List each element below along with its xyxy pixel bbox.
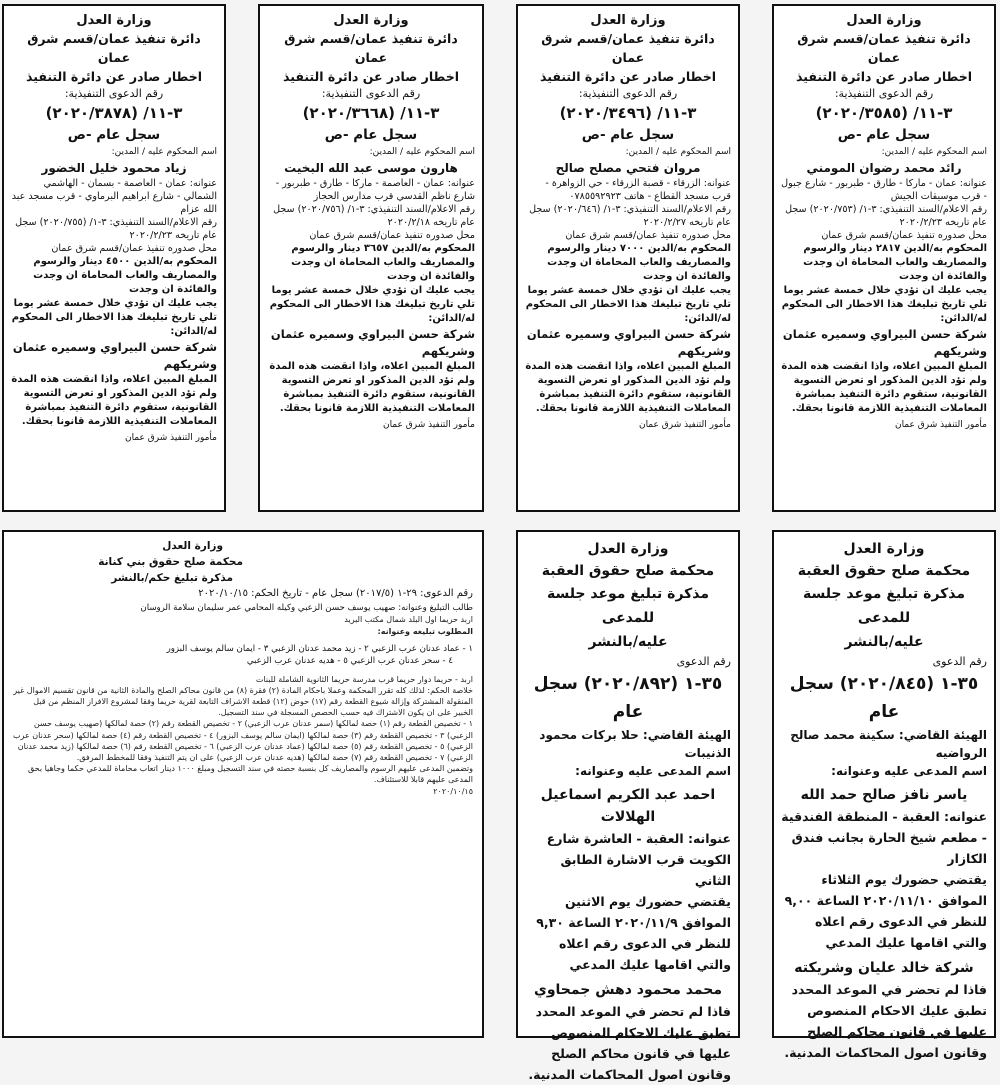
reference-line: رقم الاعلام/السند التنفيذي: ٣-١/ (٢٠٢٠/٧٥٦) سجل عام تاريخه ٢٠٢٠/٢/١٨ [273, 204, 475, 228]
case-line: رقم الدعوى: ٢٩-١ (٢٠١٧/٥) سجل عام - تاريخ الحكم: ٢٠٢٠/١٠/١٥ [198, 588, 473, 599]
parties-line-2: ٤ - سحر عدنان عرب الزعبي ٥ - هديه عدنان عرب الزعبي [246, 656, 453, 667]
registry-label: سجل عام -ص [581, 127, 675, 143]
case-number: ٣-١١/ (٢٠٢٠/٣٥٨٥) [815, 104, 953, 122]
defendant-name: احمد عبد الكريم اسماعيل الهلالات [540, 787, 716, 825]
judge-line: الهيئة القاضي: حلا بركات محمود الذنيبات [539, 728, 731, 760]
memo-title: مذكرة تبليغ حكم/بالنشر [111, 572, 233, 584]
memo-title: مذكرة تبليغ موعد جلسة للمدعى [546, 586, 710, 626]
ministry-heading: وزارة العدل [76, 13, 152, 28]
defendant-label: اسم المدعى عليه وعنوانه: [575, 764, 731, 778]
signature: مأمور التنفيذ شرق عمان [894, 420, 987, 430]
debtor-name: هارون موسى عبد الله البخيت [284, 161, 458, 175]
creditor-name: شركة حسن البيراوي وسميره عثمان وشريكهم [782, 327, 987, 358]
allocation-details: ١ - تخصيص القطعة رقم (١) حصة لمالكها (سمر عدنان عرب الزعبي) ٢ - تخصيص القطعة رقم (٢) حصة لمالكها (صهيب يوسف حسن الزعبي) ٣ - تخصيص القطعة رقم (٣) حصة لمالكها (ايمان سالم يوسف البزور) ٤ - تخصيص القطعة رقم (٤) حصة لمالكها (سحر عدنان عرب الزعبي) ٥ - تخصيص القطعة رقم (٥) حصة لمالكها (عماد عدنان عرب الزعبي) ٦ - تخصيص القطعة رقم (٦) حصة لمالكها (زيد محمد عدنان الزعبي) ٧ - تخصيص القطعة رقم (٧) حصة لمالكها (هديه عدنان عرب الزعبي) على ان يتم التنفيذ وفقا للمخطط المرفق. [13, 719, 473, 763]
case-number: ٣٥-١ (٢٠٢٠/٨٤٥) سجل عام [789, 674, 979, 722]
fees-text: وتضمين المدعى عليهم الرسوم والمصاريف كل بنسبة حصته في سند التسجيل ومبلغ ١٠٠٠ دينار اتعاب محاماة للمدعي حكما وجاهيا بحق المدعى عليهم قابلا للاستئناف. [28, 764, 473, 785]
case-label: رقم الدعوى التنفيذية: [321, 87, 421, 100]
judge-line: الهيئة القاضي: سكينة محمد صالح الرواضيه [790, 728, 987, 760]
defendant-address: عنوانه: العقبة - العاشرة شارع الكويت قرب الاشارة الطابق الثاني [546, 831, 731, 888]
department-heading: دائرة تنفيذ عمان/قسم شرق عمان [27, 31, 201, 65]
debtor-name: مروان فتحي مصلح صالح [555, 161, 701, 175]
case-number: ٣-١١/ (٢٠٢٠/٣٨٧٨) [45, 104, 183, 122]
hearing-notice-2 [516, 530, 740, 1082]
deadline-line: يجب عليك ان تؤدي خلال خمسة عشر يوما تلي تاريخ تبليغك هذا الاخطار الى المحكوم له/الدائن: [269, 285, 475, 324]
notice-title: اخطار صادر عن دائرة التنفيذ [796, 69, 972, 84]
execution-notice-1 [772, 4, 996, 512]
party-label: المطلوب تبليغه وعنوانه: [377, 626, 473, 636]
signature: مأمور التنفيذ شرق عمان [638, 420, 731, 430]
warning-text: المبلغ المبين اعلاه، واذا انقضت هذه المدة ولم تؤد الدين المذكور او تعرض التسوية القانونية، ستقوم دائرة التنفيذ بمباشرة المعاملات التنفيذية اللازمة قانونا بحقك. [525, 361, 731, 414]
creditor-name: شركة حسن البيراوي وسميره عثمان وشريكهم [270, 327, 475, 358]
debtor-label: اسم المحكوم عليه / المدين: [369, 147, 475, 157]
defendant-name: ياسر نافز صالح حمد الله [800, 787, 968, 803]
notice-title: اخطار صادر عن دائرة التنفيذ [540, 69, 716, 84]
registry-label: سجل عام -ص [837, 127, 931, 143]
location-line: اربد - حريما دوار حريما قرب مدرسة حريما الثانوية الشاملة للبنات [255, 674, 473, 684]
reference-line: رقم الاعلام/السند التنفيذي: ٣-١/ (٢٠٢٠/٧٥٣) سجل عام تاريخه ٢٠٢٠/٢/٢٣ [785, 204, 987, 228]
department-heading: دائرة تنفيذ عمان/قسم شرق عمان [797, 31, 971, 65]
department-heading: دائرة تنفيذ عمان/قسم شرق عمان [541, 31, 715, 65]
memo-title-2: عليه/بالنشر [844, 634, 924, 650]
case-label: رقم الدعوى التنفيذية: [834, 87, 934, 100]
ministry-heading: وزارة العدل [846, 13, 922, 28]
notice-title: اخطار صادر عن دائرة التنفيذ [283, 69, 459, 84]
debtor-address: عنوانه: عمان - العاصمة - بسمان - الهاشمي الشمالي - شارع ابراهيم البرماوي - قرب مسجد عبد الله عزام [11, 178, 217, 215]
deadline-line: يجب عليك ان تؤدي خلال خمسة عشر يوما تلي تاريخ تبليغك هذا الاخطار الى المحكوم له/الدائن: [781, 285, 987, 324]
memo-title: مذكرة تبليغ موعد جلسة للمدعى [802, 586, 966, 626]
defendant-address: عنوانه: العقبة - المنطقة الفندقية - مطعم شيخ الحارة بجانب فندق الكازار [781, 809, 987, 866]
amount-line: المحكوم به/الدين ٢٨١٧ دينار والرسوم والمصاريف والعاب المحاماة ان وجدت والفائدة ان وجدت [803, 243, 987, 282]
ministry-heading: وزارة العدل [843, 541, 925, 557]
closing-text: فاذا لم تحضر في الموعد المحدد تطبق عليك الاحكام المنصوص عليها في قانون محاكم الصلح وقانون اصول المحاكمات المدنية. [784, 982, 987, 1060]
execution-notice-4 [2, 4, 226, 512]
ministry-heading: وزارة العدل [162, 540, 223, 552]
hearing-notice-1 [772, 530, 996, 1060]
debtor-label: اسم المحكوم عليه / المدين: [625, 147, 731, 157]
judgment-summary: خلاصة الحكم: لذلك كله تقرر المحكمة وعملا باحكام المادة (٢) فقرة (٨) من قانون محاكم الصلح والمادة الثانية من قانون تقسيم الاموال غير المنقولة المشتركة وإزالة شيوع القطعة رقم (١٧) حوض (١٢) قطعة الاشراف التابعة لقرية حريما وفقا لمشروع الافراز المنظم من قبل الخبير على ان يكون الاشتراك فيه حسب الحصص المسجلة في سند التسجيل. [13, 685, 473, 718]
amount-line: المحكوم به/الدين ٤٥٠٠ دينار والرسوم والمصاريف والعاب المحاماة ان وجدت والفائدة ان وجدت [33, 256, 217, 295]
warning-text: المبلغ المبين اعلاه، واذا انقضت هذه المدة ولم تؤد الدين المذكور او تعرض التسوية القانونية، ستقوم دائرة التنفيذ بمباشرة المعاملات التنفيذية اللازمة قانونا بحقك. [781, 361, 987, 414]
debtor-label: اسم المحكوم عليه / المدين: [111, 147, 217, 157]
debtor-label: اسم المحكوم عليه / المدين: [881, 147, 987, 157]
closing-text: فاذا لم تحضر في الموعد المحدد تطبق عليك الاحكام المنصوص عليها في قانون محاكم الصلح وقانون اصول المحاكمات المدنية. [528, 1004, 731, 1082]
issuer-line: محل صدوره تنفيذ عمان/قسم شرق عمان [51, 243, 217, 254]
case-label: رقم الدعوى [676, 655, 731, 668]
execution-notice-3 [258, 4, 484, 512]
defendant-label: اسم المدعى عليه وعنوانه: [831, 764, 987, 778]
warning-text: المبلغ المبين اعلاه، واذا انقضت هذه المدة ولم تؤد الدين المذكور او تعرض التسوية القانونية، ستقوم دائرة التنفيذ بمباشرة المعاملات التنفيذية اللازمة قانونا بحقك. [269, 361, 475, 414]
case-number: ٣-١١/ (٢٠٢٠/٣٤٩٦) [559, 104, 697, 122]
parties-line-1: ١ - عماد عدنان عرب الزعبي ٢ - زيد محمد عدنان الزعبي ٣ - ايمان سالم يوسف البزور [166, 643, 473, 654]
amount-line: المحكوم به/الدين ٧٠٠٠ دينار والرسوم والمصاريف والعاب المحاماة ان وجدت والفائدة ان وجدت [547, 243, 731, 282]
signature: مأمور التنفيذ شرق عمان [382, 420, 475, 430]
reference-line: رقم الاعلام/السند التنفيذي: ٣-١/ (٢٠٢٠/٧٥٥) سجل عام تاريخه ٢٠٢٠/٢/٢٣ [15, 217, 217, 241]
hearing-text: يقتضي حضورك يوم الثلاثاء الموافق ٢٠٢٠/١١/١٠ الساعة ٩,٠٠ للنظر في الدعوى رقم اعلاه والتي اقامها عليك المدعي [784, 872, 987, 950]
requester-address: اربد حريما اول البلد شمال مكتب البريد [344, 615, 473, 625]
case-label: رقم الدعوى التنفيذية: [64, 87, 164, 100]
issuer-line: محل صدوره تنفيذ عمان/قسم شرق عمان [821, 230, 987, 241]
creditor-name: شركة حسن البيراوي وسميره عثمان وشريكهم [12, 340, 217, 371]
case-label: رقم الدعوى [932, 655, 987, 668]
plaintiff-name: شركة خالد عليان وشريكته [794, 960, 974, 976]
debtor-address: عنوانه: عمان - ماركا - طارق - طبربور - شارع جبول - قرب موسيقات الجيش [781, 178, 987, 202]
ministry-heading: وزارة العدل [590, 13, 666, 28]
reference-line: رقم الاعلام/السند التنفيذي: ٣-١/ (٢٠٢٠/٦٤٦) سجل عام تاريخه ٢٠٢٠/٢/٢٧ [529, 204, 731, 228]
creditor-name: شركة حسن البيراوي وسميره عثمان وشريكهم [526, 327, 731, 358]
plaintiff-name: محمد محمود دهش جمحاوي [534, 982, 722, 998]
issuer-line: محل صدوره تنفيذ عمان/قسم شرق عمان [565, 230, 731, 241]
deadline-line: يجب عليك ان تؤدي خلال خمسة عشر يوما تلي تاريخ تبليغك هذا الاخطار الى المحكوم له/الدائن: [525, 285, 731, 324]
partition-judgment-notice [2, 530, 484, 1038]
case-number: ٣-١١/ (٢٠٢٠/٣٦٦٨) [302, 104, 440, 122]
court-heading: محكمة صلح حقوق العقبة [797, 563, 971, 579]
debtor-address: عنوانه: الزرقاء - قصبة الزرقاء - حي الزواهرة - قرب مسجد القطاع - هاتف ٠٧٨٥٥٩٢٩٢٣ [545, 178, 731, 202]
memo-title-2: عليه/بالنشر [588, 634, 668, 650]
department-heading: دائرة تنفيذ عمان/قسم شرق عمان [284, 31, 458, 65]
amount-line: المحكوم به/الدين ٣٦٥٧ دينار والرسوم والمصاريف والعاب المحاماة ان وجدت والفائدة ان وجدت [291, 243, 475, 282]
hearing-text: يقتضي حضورك يوم الاثنين الموافق ٢٠٢٠/١١/٩ الساعة ٩,٣٠ للنظر في الدعوى رقم اعلاه والتي اقامها عليك المدعي [536, 894, 731, 972]
debtor-name: زياد محمود خليل الخضور [41, 161, 187, 175]
case-number: ٣٥-١ (٢٠٢٠/٨٩٢) سجل عام [533, 674, 723, 722]
debtor-name: رائد محمد رضوان المومني [806, 161, 962, 175]
deadline-line: يجب عليك ان تؤدي خلال خمسة عشر يوما تلي تاريخ تبليغك هذا الاخطار الى المحكوم له/الدائن: [11, 298, 217, 337]
ministry-heading: وزارة العدل [587, 541, 669, 557]
registry-label: سجل عام -ص [67, 127, 161, 143]
issuer-line: محل صدوره تنفيذ عمان/قسم شرق عمان [309, 230, 475, 241]
requester-line: طالب التبليغ وعنوانه: صهيب يوسف حسن الزعبي وكيله المحامي عمر سليمان سلامة الروسان [140, 603, 473, 613]
execution-notice-2 [516, 4, 740, 512]
signature: مأمور التنفيذ شرق عمان [124, 433, 217, 443]
notice-title: اخطار صادر عن دائرة التنفيذ [26, 69, 202, 84]
ministry-heading: وزارة العدل [333, 13, 409, 28]
debtor-address: عنوانه: عمان - العاصمة - ماركا - طارق - طبربور - شارع ناظم القدسي قرب مدارس الحجاز [275, 178, 475, 202]
judgment-date: ٢٠٢٠/١٠/١٥ [433, 786, 473, 796]
registry-label: سجل عام -ص [324, 127, 418, 143]
court-heading: محكمة صلح حقوق بني كنانة [98, 556, 243, 568]
court-heading: محكمة صلح حقوق العقبة [541, 563, 715, 579]
case-label: رقم الدعوى التنفيذية: [578, 87, 678, 100]
warning-text: المبلغ المبين اعلاه، واذا انقضت هذه المدة ولم تؤد الدين المذكور او تعرض التسوية القانونية، ستقوم دائرة التنفيذ بمباشرة المعاملات التنفيذية اللازمة قانونا بحقك. [11, 374, 217, 427]
